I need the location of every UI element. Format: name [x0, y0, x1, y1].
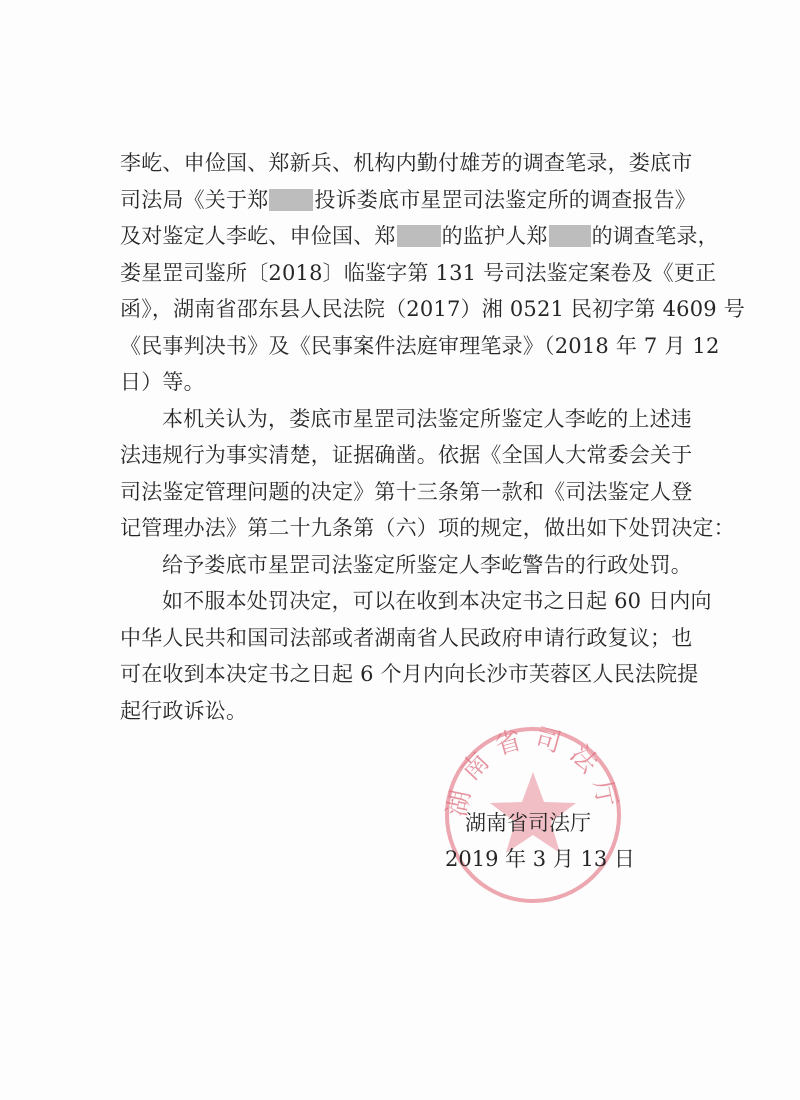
paragraph-2-line-4: 记管理办法》第二十九条第（六）项的规定，做出如下处罚决定：: [120, 516, 735, 540]
paragraph-4-line-4: 起行政诉讼。: [120, 698, 248, 723]
paragraph-1-line-2: [120, 182, 695, 219]
signature-date: 2019 年 3 月 13 日: [445, 847, 635, 871]
paragraph-4-line-1: 如不服本处罚决定，可以在收到本决定书之日起 60 日内向: [162, 589, 712, 613]
paragraph-4-line-3: 可在收到本决定书之日起 6 个月内向长沙市芙蓉区人民法院提: [120, 662, 699, 686]
text-segment: 的监护人郑: [441, 224, 548, 248]
document-body: [120, 145, 745, 729]
paragraph-3-line-1: 给予娄底市星罡司法鉴定所鉴定人李屹警告的行政处罚。: [162, 552, 692, 577]
paragraph-1-line-7: 日）等。: [120, 370, 205, 394]
signature-organization: 湖南省司法厅: [465, 811, 591, 835]
paragraph-2-line-1: 本机关认为，娄底市星罡司法鉴定所鉴定人李屹的上述违: [162, 406, 692, 431]
text-segment: 的调查笔录，: [591, 224, 719, 248]
text-segment: 及对鉴定人李屹、申俭国、郑: [120, 224, 396, 248]
text-segment: 投诉娄底市星罡司法鉴定所的调查报告》: [314, 187, 697, 212]
text-segment: 司法局《关于郑: [120, 187, 269, 212]
paragraph-2-line-3: 司法鉴定管理问题的决定》第十三条第一款和《司法鉴定人登: [120, 479, 693, 504]
paragraph-4-line-2: 中华人民共和国司法部或者湖南省人民政府申请行政复议；也: [120, 625, 693, 650]
redaction-block: [269, 189, 313, 211]
paragraph-1-line-5: 函》，湖南省邵东县人民法院（2017）湘 0521 民初字第 4609 号: [120, 297, 745, 321]
paragraph-1-line-4: 娄星罡司鉴所〔2018〕临鉴字第 131 号司法鉴定案卷及《更正: [120, 260, 717, 285]
redaction-block: [397, 225, 441, 247]
paragraph-2-line-2: 法违规行为事实清楚，证据确凿。依据《全国人大常委会关于: [120, 443, 693, 467]
paragraph-1-line-3: [120, 218, 719, 255]
paragraph-1-line-6: 《民事判决书》及《民事案件法庭审理笔录》（2018 年 7 月 12: [120, 333, 720, 358]
paragraph-1-line-1: 李屹、申俭国、郑新兵、机构内勤付雄芳的调查笔录，娄底市: [120, 151, 693, 175]
redaction-block: [549, 225, 591, 247]
seal-text: 湖南省司法厅: [442, 722, 624, 820]
